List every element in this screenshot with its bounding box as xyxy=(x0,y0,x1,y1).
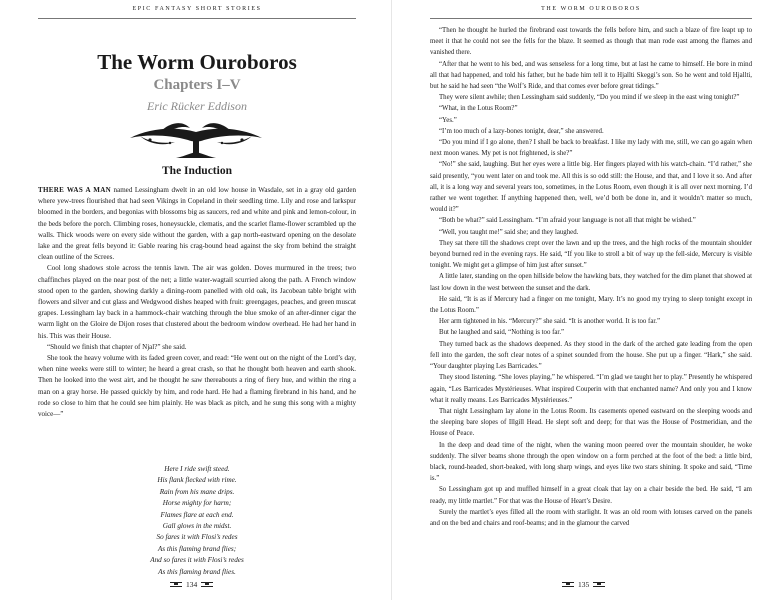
paragraph: That night Lessingham lay alone in the Lotus Room. Its casements opened eastward on the sleeping woods and the sleeping bare slopes of Illgill Head. He slept soft and deep; for that was the House of Postmeridian, and the House of Peace. xyxy=(430,407,752,438)
verse-line: As this flaming brand flies; xyxy=(157,544,237,553)
author-name: Eric Rücker Eddison xyxy=(147,99,247,113)
paragraph: “Then he thought he hurled the firebrand east towards the fells before him, and such a blaze of fire leapt up to meet it that he could not see the fells for the blaze. It seemed as though that man rode east among the flames and vanished there. xyxy=(430,27,752,57)
paragraph: Cool long shadows stole across the tennis lawn. The air was golden. Doves murmured in the trees; two chaffinches played on the near post of the net; a little water-wagtail scurried along the path. A French window stood open to the garden, showing darkly a dining-room panelled with old oak, its Jacobean table bright with flowers and silver and cut glass and Wedgwood dishes heaped with fruit: greengages, peaches, and green muscat grapes. Lessingham lay back in a hammock-chair watching through the blue smoke of an after-dinner cigar the warm light on the Gloire de Dijon roses that clustered about the bedroom window overhead. He had her hand in his. This was their House. xyxy=(38,264,356,340)
folio-ornament-icon xyxy=(201,582,213,587)
paragraph: “Yes.” xyxy=(439,116,457,124)
paragraph: “Do you mind if I go alone, then? I shall be back to breakfast. I like my lady with me, still, we can go again when next moon wanes. My pet is not frightened, is she?” xyxy=(430,139,752,158)
paragraph-text: named Lessingham dwelt in an old low house in Wasdale, set in a gray old garden where yew-trees flourished that had seen Vikings in Copeland in their seedling time. Lily and rose and larkspur bloomed in the borders, and begonias with blossoms big as saucers, red and white and pink and lemon-colour, in the beds before the porch. Climbing roses, honeysuckle, clematis, and the scarlet flame-flower scrambled up the walls. Thick woods were on every side without the garden, with a gap north-eastward opening on the desolate lake and the great fells beyond it: Gable rearing his crag-bound head against the sky from behind the straight clean outline of the Screes. xyxy=(38,186,356,262)
paragraph: “I’m too much of a lazy-bones tonight, dear,” she answered. xyxy=(439,127,604,135)
header-rule-left xyxy=(38,18,356,19)
running-head-left: EPIC FANTASY SHORT STORIES xyxy=(132,6,262,12)
paragraph: “No!” she said, laughing. But her eyes were a little big. Her fingers played with his watch-chain. “I’d rather,” she said presently, “you went later on and took me. All this is so odd still: the House, and that, and I love it so. And after all, it is a long way and several years too, sometimes, in the Lotus Room, even though it is all over next morning. I’d rather we went together. If anything happened then, well, we’d both be done in, and it wouldn’t matter so much, would it?” xyxy=(430,161,752,214)
running-head-right: THE WORM OUROBOROS xyxy=(541,6,641,12)
story-title: The Worm Ouroboros xyxy=(97,50,297,74)
paragraph: But he laughed and said, “Nothing is too far.” xyxy=(439,329,565,337)
page-number: 135 xyxy=(578,580,590,589)
paragraph: “What, in the Lotus Room?” xyxy=(439,105,518,113)
paragraph: He said, “It is as if Mercury had a finger on me tonight, Mary. It’s no good my trying to sleep tonight except in the Lotus Room.” xyxy=(430,295,752,315)
page-number-left xyxy=(170,580,213,589)
left-body-text xyxy=(38,185,356,420)
paragraph: They were silent awhile; then Lessingham said suddenly, “Do you mind if we sleep in the east wing tonight?” xyxy=(439,94,740,102)
ornament-tree-icon xyxy=(0,118,392,158)
paragraph: They turned back as the shadows deepened. As they stood in the dark of the arched gate leading from the open fell into the garden, the soft clear notes of a spinet sounded from the house. She put up a finger. “Hark,” she said. “Your daughter playing Les Barricades.” xyxy=(430,340,752,371)
verse-line: So fares it with Flosi’s redes xyxy=(156,533,238,542)
page-number-right xyxy=(562,580,605,589)
verse-line: Here I ride swift steed. xyxy=(164,465,230,473)
verse-line: Flames flare at each end. xyxy=(160,510,234,519)
paragraph: “Well, you taught me!” said she; and they laughed. xyxy=(439,228,579,236)
header-rule-right xyxy=(430,18,752,19)
paragraph xyxy=(38,185,356,263)
paragraph: They stood listening. “She loves playing,” he whispered. “I’m glad we taught her to play.” Presently he whispered again, “Les Barricades Mystérieuses. What inspired Couperin with that enchanted name? And only you and I know what it really means. Les Barricades Mystérieuses.” xyxy=(430,374,752,404)
paragraph: They sat there till the shadows crept over the lawn and up the trees, and the high rocks of the mountain shoulder beyond burned red in the evening rays. He said, “If you like to stroll a bit of way up the fell-side, Mercury is visible tonight. We might get a glimpse of him just after sunset.” xyxy=(430,239,752,270)
paragraph: Surely the martlet’s eyes filled all the room with starlight. It was an old room with lotuses carved on the panels and on the bed and chairs and roof-beams; and in the glamour the carved xyxy=(430,508,752,527)
paragraph: She took the heavy volume with its faded green cover, and read: “He went out on the night of the Lord’s day, when nine weeks were still to winter; he heard a great crash, so that he thought both heaven and earth shook. Then he looked into the west airt, and he thought he saw thereabouts a ring of fiery hue, and within the ring a man on a gray horse. He passed quickly by him, and rode hard. He had a flaming firebrand in his hand, and he rode so close to him that he could see him plainly. He was black as pitch, and he sung this song with a mighty voice—” xyxy=(38,354,356,419)
right-page xyxy=(392,0,784,600)
paragraph: “Both be what?” said Lessingham. “I’m afraid your language is not all that might be wished.” xyxy=(439,217,696,225)
paragraph: “Should we finish that chapter of Njal?” she said. xyxy=(47,342,187,351)
verse-line: His flank flecked with rime. xyxy=(157,476,237,485)
verse-block xyxy=(38,464,356,578)
right-body-text xyxy=(430,25,752,529)
verse-line: Horse mighty for harm; xyxy=(162,499,232,508)
paragraph: So Lessingham got up and muffled himself in a great cloak that lay on a chair beside the bed. He said, “I am ready, my little martlet.” For that was the House of Heart’s Desire. xyxy=(430,486,752,505)
verse-line: As this flaming brand flies. xyxy=(158,567,236,576)
folio-ornament-icon xyxy=(593,582,605,587)
folio-ornament-icon xyxy=(562,582,574,587)
paragraph: Her arm tightened in his. “Mercury?” she said. “It is another world. It is too far.” xyxy=(439,318,661,326)
paragraph: In the deep and dead time of the night, when the waning moon peered over the mountain shoulder, he woke suddenly. The silver beams shone through the open window on a form perched at the foot of the bed: a little bird, black, round-headed, short-beaked, with long sharp wings, and eyes like two stars shining. It spoke and said, “Time is.” xyxy=(430,441,752,483)
verse-line: Gall glows in the midst. xyxy=(162,522,232,531)
section-title: The Induction xyxy=(162,165,232,177)
lead-in: THERE WAS A MAN xyxy=(38,186,112,194)
verse-line: And so fares it with Flosi’s redes xyxy=(150,556,244,565)
page-number: 134 xyxy=(186,580,198,589)
folio-ornament-icon xyxy=(170,582,182,587)
paragraph: “After that he went to his bed, and was senseless for a long time, but at last he came to himself. He bore in mind all that had happened, and told his father, but he bade him tell it to Hjallti Skeggi’s son. So he went and told Hjallti, but he said he had seen “the Wolf’s Ride, and that comes ever before great tidings.” xyxy=(430,60,752,91)
verse-line: Rain from his mane drips. xyxy=(159,487,235,496)
chapters-subtitle: Chapters I–V xyxy=(153,77,241,93)
paragraph: A little later, standing on the open hillside below the hawking bats, they watched for the dim planet that showed at last low down in the west between the sunset and the dark. xyxy=(430,273,752,292)
